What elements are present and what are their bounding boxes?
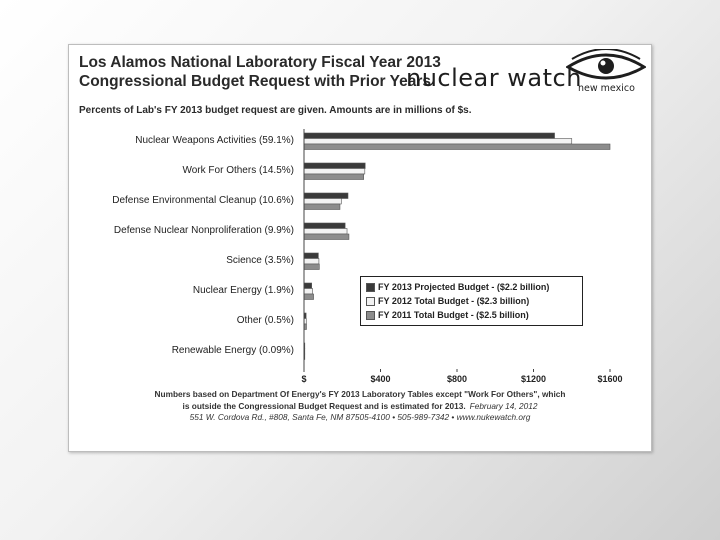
category-label: Work For Others (14.5%) xyxy=(182,165,294,176)
bar-fy2013 xyxy=(304,133,555,139)
legend-label-fy2011: FY 2011 Total Budget - ($2.5 billion) xyxy=(378,310,529,320)
bar-fy2012 xyxy=(304,289,313,295)
footer-date: February 14, 2012 xyxy=(469,400,538,411)
legend-swatch-fy2011 xyxy=(366,311,375,320)
bar-fy2012 xyxy=(304,259,319,265)
bar-fy2011 xyxy=(304,144,610,150)
category-label: Defense Environmental Cleanup (10.6%) xyxy=(112,195,294,206)
legend-label-fy2012: FY 2012 Total Budget - ($2.3 billion) xyxy=(378,296,530,306)
footer-note-line-2 xyxy=(69,401,651,413)
chart-title xyxy=(79,53,441,91)
category-label: Nuclear Energy (1.9%) xyxy=(192,285,294,296)
legend-swatch-fy2013 xyxy=(366,283,375,292)
chart-footer xyxy=(69,389,651,424)
legend-item-fy2012 xyxy=(366,294,577,308)
x-tick-label: $1600 xyxy=(597,374,623,384)
logo-wordmark: nuclear watch xyxy=(406,64,582,92)
category-label: Defense Nuclear Nonproliferation (9.9%) xyxy=(113,225,294,236)
title-line-1: Los Alamos National Laboratory Fiscal Year 2013 xyxy=(79,54,441,71)
chart-subtitle: Percents of Lab's FY 2013 budget request are given. Amounts are in millions of $s. xyxy=(79,105,472,116)
bar-fy2011 xyxy=(304,204,340,210)
bar-fy2012 xyxy=(304,139,572,145)
x-tick-label: $800 xyxy=(446,374,468,384)
footer-address: 551 W. Cordova Rd., #808, Santa Fe, NM 87505-4100 • 505-989-7342 • www.nukewatch.org xyxy=(189,412,531,422)
footer-note-line-2-text: is outside the Congressional Budget Request and is estimated for 2013. xyxy=(182,400,466,411)
bar-fy2011 xyxy=(304,234,349,240)
category-label: Science (3.5%) xyxy=(226,255,294,266)
legend-label-fy2013: FY 2013 Projected Budget - ($2.2 billion) xyxy=(378,282,550,292)
bar-fy2013 xyxy=(304,283,312,289)
logo-subtitle: new mexico xyxy=(578,83,635,94)
bar-fy2012 xyxy=(304,169,365,175)
title-line-2: Congressional Budget Request with Prior Years xyxy=(79,73,431,90)
chart-card xyxy=(68,44,652,452)
legend-swatch-fy2012 xyxy=(366,297,375,306)
legend-item-fy2013 xyxy=(366,280,577,294)
bar-fy2011 xyxy=(304,294,314,300)
x-tick-label: $400 xyxy=(370,374,391,384)
bar-fy2011 xyxy=(304,264,319,270)
bar-chart xyxy=(69,125,651,387)
category-label: Renewable Energy (0.09%) xyxy=(171,345,294,356)
category-label: Nuclear Weapons Activities (59.1%) xyxy=(135,135,294,146)
legend-item-fy2011 xyxy=(366,308,577,322)
bar-fy2012 xyxy=(304,229,347,235)
bar-fy2013 xyxy=(304,163,365,169)
bar-fy2011 xyxy=(304,174,364,180)
nuclear-watch-logo xyxy=(406,49,646,111)
bar-fy2012 xyxy=(304,199,341,205)
x-tick-label: $ xyxy=(301,374,307,384)
category-label: Other (0.5%) xyxy=(236,315,294,326)
chart-legend xyxy=(360,276,583,326)
bar-fy2013 xyxy=(304,193,348,199)
bar-fy2013 xyxy=(304,253,318,259)
footer-note-line-1: Numbers based on Department Of Energy's FY 2013 Laboratory Tables except "Work For Others", which xyxy=(154,389,566,399)
bar-fy2013 xyxy=(304,223,345,229)
x-tick-label: $1200 xyxy=(520,374,547,384)
